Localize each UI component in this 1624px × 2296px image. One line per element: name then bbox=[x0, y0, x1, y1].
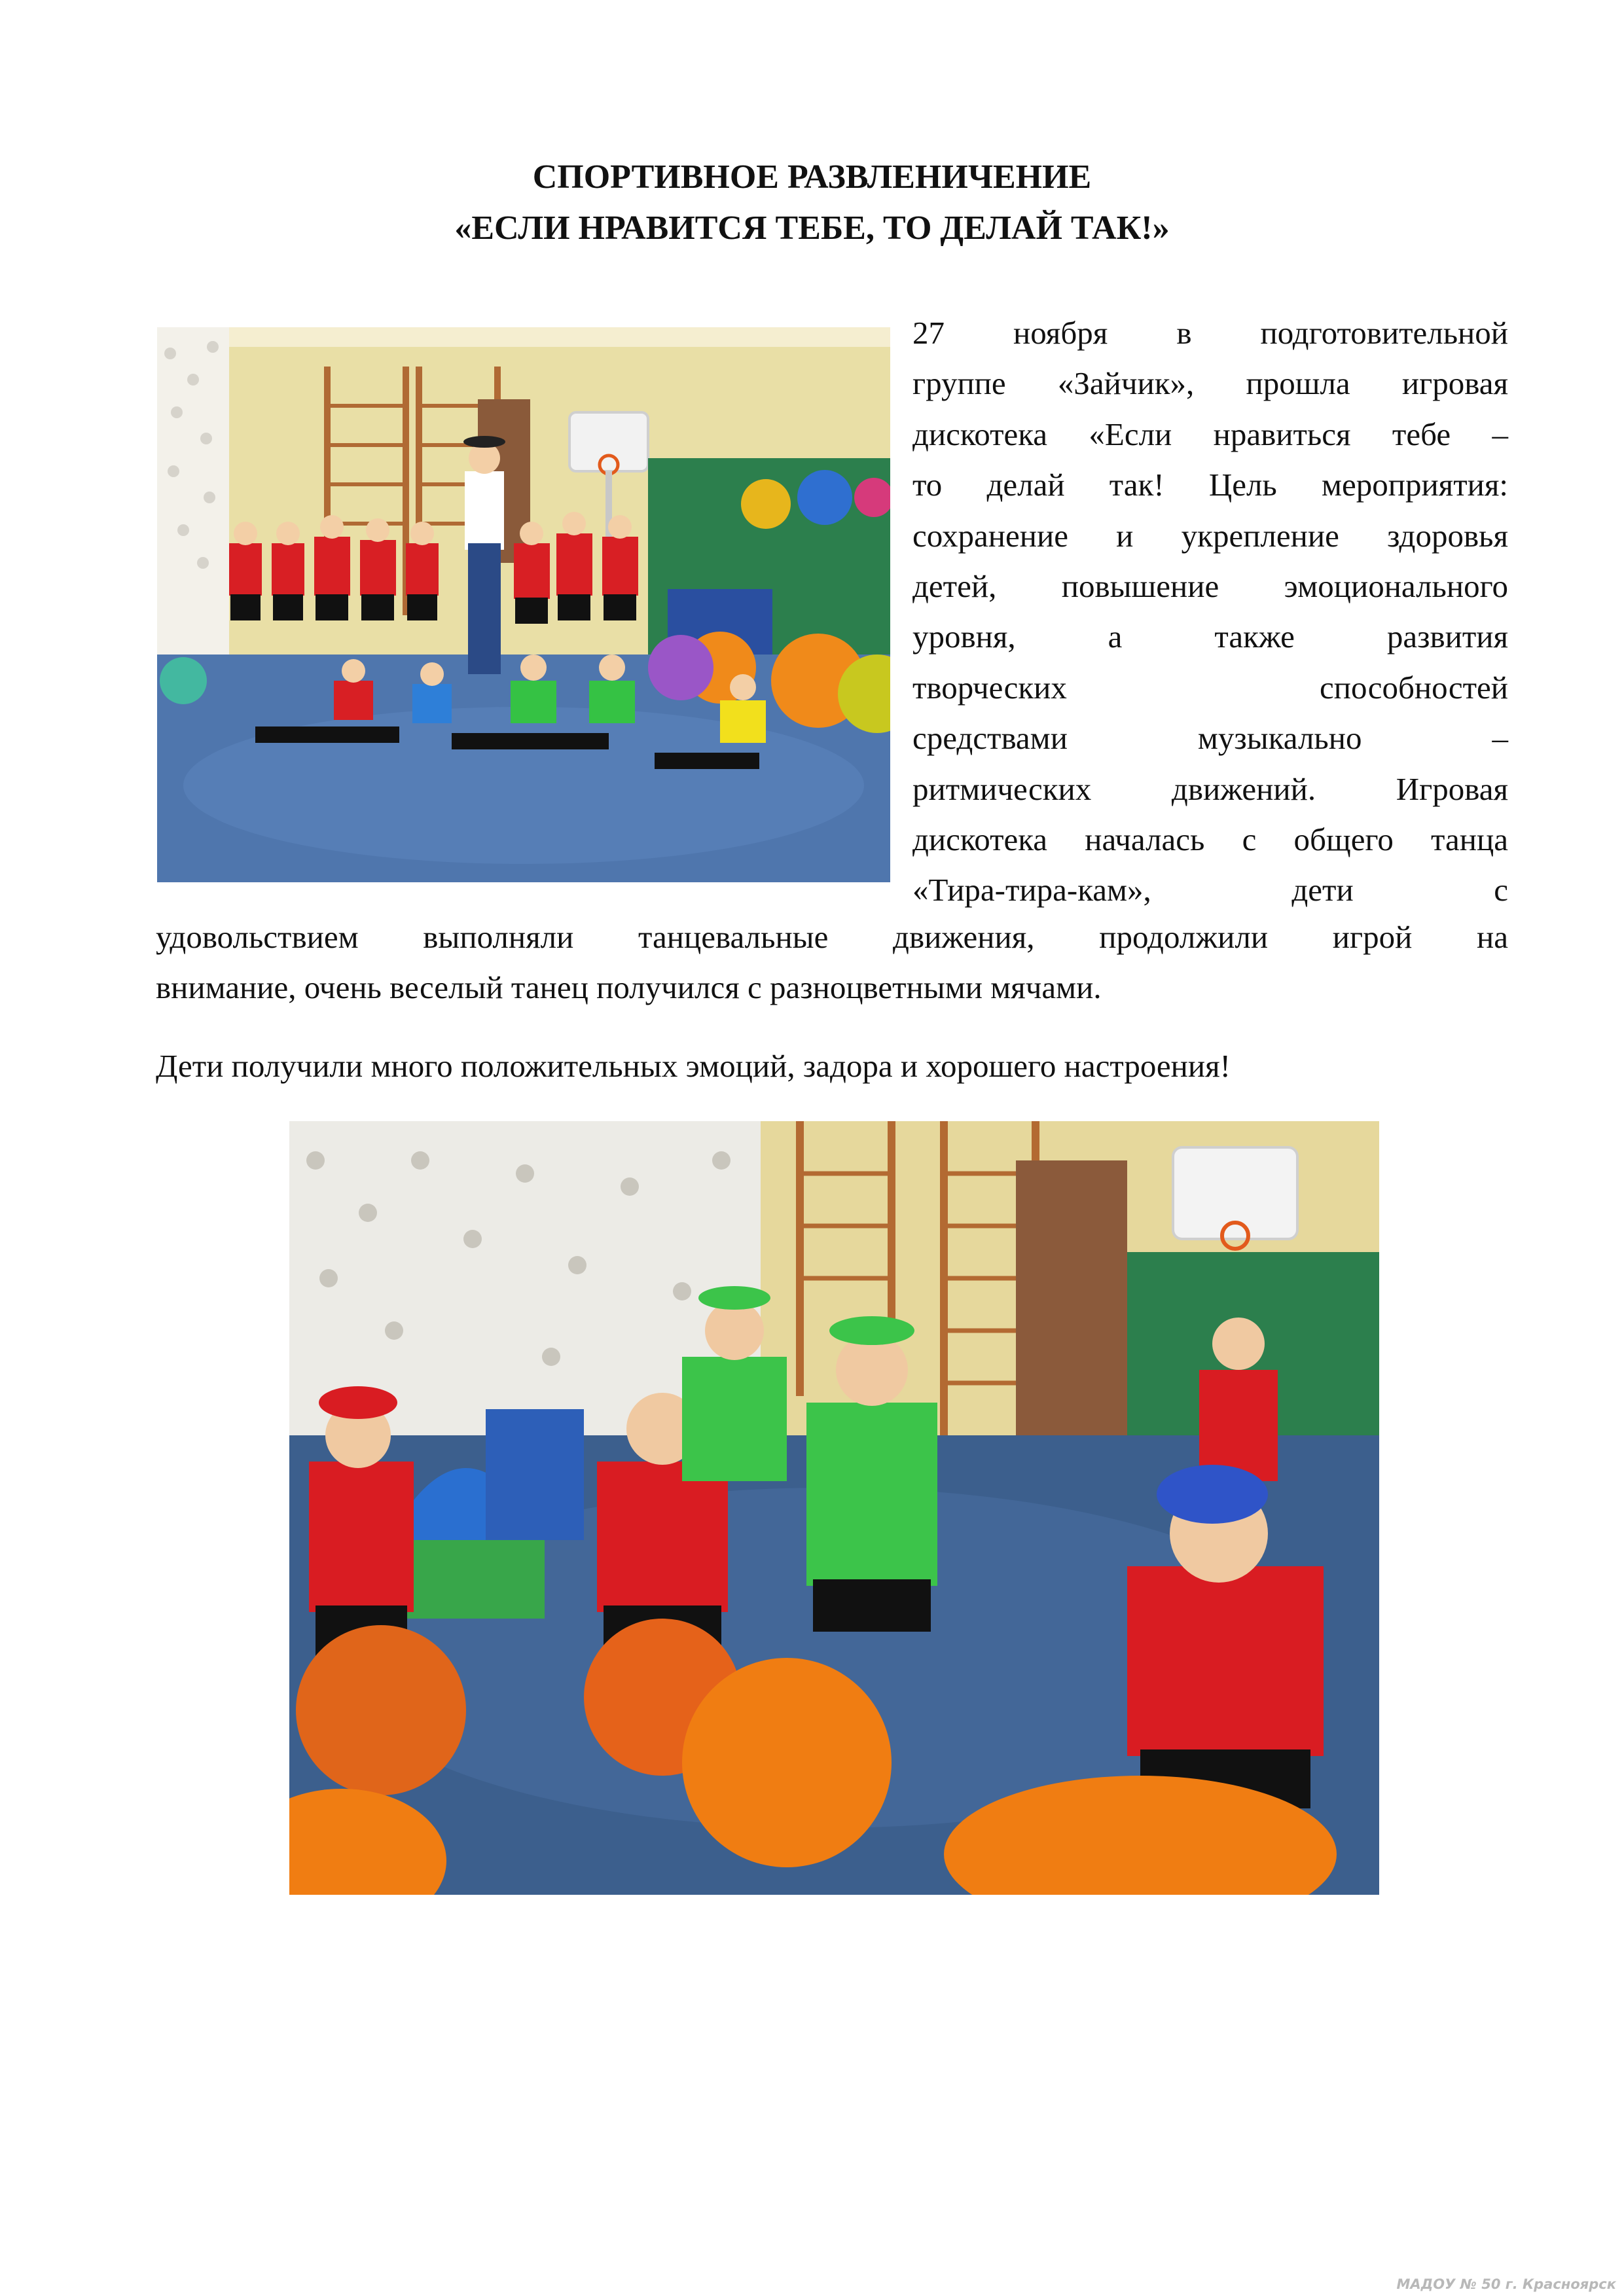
paragraph-1-full bbox=[156, 912, 1508, 1013]
paragraph-1-line: «Тира-тира-кам», дети с bbox=[912, 872, 1508, 908]
paragraph-1-line: уровня, а также развития bbox=[912, 619, 1508, 655]
title-line-1: СПОРТИВНОЕ РАЗВЛЕНИЧЕНИЕ bbox=[532, 158, 1092, 196]
paragraph-1-line: дискотека началась с общего танца bbox=[912, 821, 1508, 857]
photo-group-children bbox=[157, 327, 890, 882]
paragraph-1-line: 27 ноября в подготовительной bbox=[912, 315, 1508, 351]
paragraph-1-line: творческих способностей bbox=[912, 669, 1508, 706]
paragraph-1-line: группе «Зайчик», прошла игровая bbox=[912, 365, 1508, 402]
paragraph-2: Дети получили много положительных эмоций, задора и хорошего настроения! bbox=[156, 1048, 1231, 1084]
paragraph-1-line: детей, повышение эмоционального bbox=[912, 567, 1508, 604]
paragraph-1-line: сохранение и укрепление здоровья bbox=[912, 517, 1508, 554]
page-title bbox=[0, 152, 1624, 254]
paragraph-1-line: дискотека «Если нравиться тебе – bbox=[912, 416, 1508, 452]
paragraph-1-line: ритмических движений. Игровая bbox=[912, 770, 1508, 807]
footer-watermark: МАДОУ № 50 г. Красноярск bbox=[1396, 2276, 1616, 2292]
photo-children-fitness-balls bbox=[289, 1121, 1379, 1895]
paragraph-1-side bbox=[912, 308, 1508, 916]
paragraph-1-line: средствами музыкально – bbox=[912, 720, 1508, 757]
paragraph-1-line: внимание, очень веселый танец получился с разноцветными мячами. bbox=[156, 969, 1102, 1006]
title-line-2: «ЕСЛИ НРАВИТСЯ ТЕБЕ, ТО ДЕЛАЙ ТАК!» bbox=[454, 209, 1170, 247]
paragraph-1-line: то делай так! Цель мероприятия: bbox=[912, 467, 1508, 503]
paragraph-1-line: удовольствием выполняли танцевальные движения, продолжили игрой на bbox=[156, 919, 1508, 955]
